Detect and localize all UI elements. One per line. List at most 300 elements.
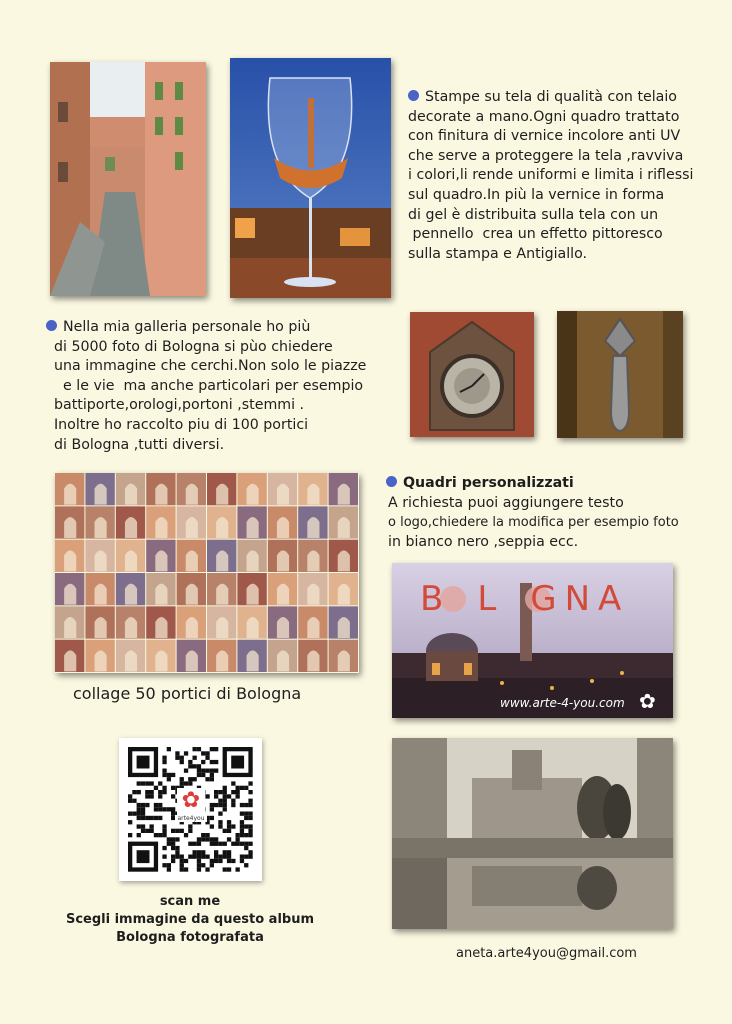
qr-module xyxy=(137,803,141,807)
qr-module xyxy=(236,833,240,837)
qr-module xyxy=(248,812,252,816)
qr-module xyxy=(141,803,145,807)
qr-module xyxy=(210,837,214,841)
qr-module xyxy=(162,790,166,794)
collage-tile xyxy=(237,506,266,538)
qr-module xyxy=(171,859,175,863)
qr-module xyxy=(210,816,214,820)
qr-module xyxy=(227,794,231,798)
qr-module xyxy=(171,794,175,798)
qr-module xyxy=(223,807,227,811)
qr-module xyxy=(167,837,171,841)
qr-module xyxy=(205,756,209,760)
collage-tile xyxy=(146,606,175,638)
canvas-line: sulla stampa e Antigiallo. xyxy=(408,245,588,262)
qr-module xyxy=(180,760,184,764)
qr-module xyxy=(137,824,141,828)
qr-module xyxy=(223,799,227,803)
qr-module xyxy=(188,855,192,859)
qr-module xyxy=(214,747,218,751)
collage-caption: collage 50 portici di Bologna xyxy=(73,684,302,703)
qr-module xyxy=(214,769,218,773)
qr-module xyxy=(184,781,188,785)
bullet-icon xyxy=(408,90,419,101)
qr-module xyxy=(175,756,179,760)
qr-module xyxy=(197,837,201,841)
collage-tile xyxy=(298,573,327,605)
qr-finder xyxy=(231,756,244,769)
collage-tile xyxy=(146,540,175,572)
photo-door-knocker xyxy=(557,311,683,438)
bullet-icon xyxy=(386,476,397,487)
qr-module xyxy=(214,790,218,794)
collage-tile xyxy=(55,606,84,638)
collage-tile xyxy=(237,640,266,672)
custom-line: A richiesta puoi aggiungere testo xyxy=(388,494,624,511)
qr-module xyxy=(248,790,252,794)
qr-module xyxy=(137,807,141,811)
qr-module xyxy=(244,824,248,828)
qr-module xyxy=(158,790,162,794)
qr-module xyxy=(128,794,132,798)
qr-module xyxy=(167,842,171,846)
qr-module xyxy=(244,846,248,850)
qr-module xyxy=(214,850,218,854)
qr-module xyxy=(231,842,235,846)
qr-module xyxy=(248,781,252,785)
collage-tile xyxy=(329,506,358,538)
qr-module xyxy=(210,773,214,777)
qr-module xyxy=(248,829,252,833)
qr-module xyxy=(197,747,201,751)
qr-module xyxy=(248,855,252,859)
qr-module xyxy=(180,863,184,867)
qr-module xyxy=(184,867,188,871)
qr-module xyxy=(128,812,132,816)
qr-module xyxy=(193,855,197,859)
collage-tile xyxy=(55,506,84,538)
qr-caption xyxy=(40,893,340,947)
qr-module xyxy=(231,790,235,794)
canvas-line: i colori,li rende uniformi e limita i riflessi xyxy=(408,167,694,184)
qr-module xyxy=(193,777,197,781)
qr-module xyxy=(231,824,235,828)
qr-module xyxy=(162,855,166,859)
qr-module xyxy=(197,855,201,859)
qr-module xyxy=(158,794,162,798)
qr-module xyxy=(236,794,240,798)
collage-tile xyxy=(146,506,175,538)
scan-label: scan me xyxy=(159,894,221,909)
qr-module xyxy=(197,867,201,871)
qr-module xyxy=(214,842,218,846)
qr-module xyxy=(218,824,222,828)
qr-module xyxy=(150,790,154,794)
qr-module xyxy=(171,842,175,846)
qr-module xyxy=(171,829,175,833)
collage-tile xyxy=(268,506,297,538)
qr-module xyxy=(218,790,222,794)
collage-tile xyxy=(177,473,206,505)
qr-module xyxy=(223,794,227,798)
qr-module xyxy=(137,781,141,785)
qr-module xyxy=(227,855,231,859)
qr-module xyxy=(167,807,171,811)
qr-module xyxy=(180,829,184,833)
qr-module xyxy=(162,824,166,828)
qr-module xyxy=(150,781,154,785)
qr-module xyxy=(197,773,201,777)
qr-module xyxy=(201,833,205,837)
collage-tile xyxy=(268,640,297,672)
qr-module xyxy=(145,803,149,807)
qr-module xyxy=(175,837,179,841)
qr-module xyxy=(240,859,244,863)
custom-title: Quadri personalizzati xyxy=(403,475,574,491)
qr-module xyxy=(201,773,205,777)
qr-module xyxy=(171,837,175,841)
qr-module xyxy=(175,850,179,854)
banner-title xyxy=(420,579,629,619)
gallery-line: Inoltre ho raccolto piu di 100 portici xyxy=(54,416,309,433)
qr-module xyxy=(162,846,166,850)
qr-module xyxy=(218,803,222,807)
qr-module xyxy=(145,829,149,833)
collage-tile xyxy=(298,506,327,538)
qr-module xyxy=(137,816,141,820)
collage-tile xyxy=(85,473,114,505)
collage-tile xyxy=(85,540,114,572)
qr-module xyxy=(137,812,141,816)
collage-tile xyxy=(177,506,206,538)
qr-module xyxy=(158,807,162,811)
collage-tile xyxy=(329,540,358,572)
collage-tile xyxy=(329,606,358,638)
qr-module xyxy=(158,833,162,837)
collage-tile xyxy=(146,640,175,672)
qr-module xyxy=(231,781,235,785)
qr-module xyxy=(158,781,162,785)
bullet-icon xyxy=(46,320,57,331)
qr-module xyxy=(205,777,209,781)
collage-tile xyxy=(207,473,236,505)
collage-tile xyxy=(268,606,297,638)
qr-module xyxy=(162,786,166,790)
photo-canal-street xyxy=(50,62,206,296)
qr-module xyxy=(154,803,158,807)
qr-module xyxy=(150,794,154,798)
canvas-line: pennello crea un effetto pittoresco xyxy=(408,226,663,243)
qr-module xyxy=(244,786,248,790)
qr-module xyxy=(201,751,205,755)
qr-module xyxy=(188,829,192,833)
qr-module xyxy=(193,850,197,854)
qr-module xyxy=(193,764,197,768)
qr-module xyxy=(248,850,252,854)
contact-email[interactable]: aneta.arte4you@gmail.com xyxy=(456,946,637,961)
qr-module xyxy=(167,863,171,867)
qr-module xyxy=(128,820,132,824)
qr-module xyxy=(162,807,166,811)
photo-wine-glass xyxy=(230,58,391,298)
qr-module xyxy=(180,781,184,785)
qr-module xyxy=(162,829,166,833)
qr-module xyxy=(197,769,201,773)
collage-tile xyxy=(298,640,327,672)
collage-tile xyxy=(146,573,175,605)
collage-tile xyxy=(298,473,327,505)
qr-module xyxy=(210,760,214,764)
section-gallery xyxy=(46,318,396,455)
qr-module xyxy=(236,837,240,841)
custom-line: in bianco nero ,seppia ecc. xyxy=(388,533,579,550)
qr-module xyxy=(227,820,231,824)
qr-module xyxy=(248,803,252,807)
qr-module xyxy=(188,764,192,768)
qr-module xyxy=(227,867,231,871)
qr-module xyxy=(180,859,184,863)
qr-module xyxy=(223,842,227,846)
qr-module xyxy=(171,786,175,790)
qr-module xyxy=(244,812,248,816)
qr-module xyxy=(227,829,231,833)
collage-tile xyxy=(207,540,236,572)
qr-module xyxy=(205,867,209,871)
collage-tile xyxy=(237,606,266,638)
qr-module xyxy=(236,842,240,846)
qr-module xyxy=(167,777,171,781)
qr-module xyxy=(188,842,192,846)
qr-module xyxy=(137,790,141,794)
qr-module xyxy=(231,859,235,863)
qr-finder xyxy=(137,756,150,769)
qr-module xyxy=(214,794,218,798)
banner-letter-l: L xyxy=(477,579,505,619)
canvas-line: Stampe su tela di qualità con telaio xyxy=(425,89,677,105)
qr-module xyxy=(218,820,222,824)
qr-module xyxy=(167,747,171,751)
qr-module xyxy=(201,863,205,867)
qr-module xyxy=(244,863,248,867)
gallery-line: e le vie ma anche particolari per esempio xyxy=(54,377,364,394)
section-canvas-prints xyxy=(408,88,708,264)
collage-tile xyxy=(298,540,327,572)
qr-module xyxy=(210,859,214,863)
qr-module xyxy=(197,863,201,867)
qr-module xyxy=(210,824,214,828)
qr-module xyxy=(175,846,179,850)
qr-module xyxy=(218,859,222,863)
canvas-line: decorate a mano.Ogni quadro trattato xyxy=(408,108,680,125)
qr-module xyxy=(240,833,244,837)
qr-code[interactable] xyxy=(119,738,262,881)
qr-module xyxy=(197,842,201,846)
qr-module xyxy=(223,829,227,833)
qr-module xyxy=(154,833,158,837)
qr-module xyxy=(236,867,240,871)
gallery-line: una immagine che cerchi.Non solo le piazze xyxy=(54,358,367,375)
qr-module xyxy=(128,833,132,837)
canvas-line: che serve a proteggere la tela ,ravviva xyxy=(408,147,684,164)
qr-module xyxy=(141,781,145,785)
qr-module xyxy=(171,855,175,859)
qr-module xyxy=(248,833,252,837)
qr-module xyxy=(214,837,218,841)
qr-module xyxy=(193,747,197,751)
qr-module xyxy=(180,855,184,859)
qr-module xyxy=(193,756,197,760)
qr-module xyxy=(223,803,227,807)
qr-module xyxy=(162,773,166,777)
qr-module xyxy=(205,769,209,773)
qr-module xyxy=(171,846,175,850)
qr-module xyxy=(180,777,184,781)
qr-module xyxy=(162,756,166,760)
qr-module xyxy=(205,855,209,859)
qr-module xyxy=(197,850,201,854)
collage-tile xyxy=(237,573,266,605)
qr-module xyxy=(210,863,214,867)
collage-tile xyxy=(237,540,266,572)
qr-module xyxy=(210,747,214,751)
qr-module xyxy=(141,807,145,811)
collage-tile xyxy=(146,473,175,505)
qr-module xyxy=(150,824,154,828)
collage-tile xyxy=(207,506,236,538)
qr-module xyxy=(240,820,244,824)
qr-module xyxy=(167,867,171,871)
collage-tile xyxy=(177,606,206,638)
qr-module xyxy=(218,842,222,846)
qr-module xyxy=(141,824,145,828)
qr-module xyxy=(201,760,205,764)
qr-module xyxy=(137,833,141,837)
gallery-line: di 5000 foto di Bologna si pùo chiedere xyxy=(54,338,333,355)
qr-module xyxy=(240,786,244,790)
qr-module xyxy=(248,816,252,820)
qr-module xyxy=(214,855,218,859)
qr-module xyxy=(197,764,201,768)
collage-tile xyxy=(116,473,145,505)
qr-module xyxy=(227,824,231,828)
qr-module xyxy=(162,863,166,867)
qr-module xyxy=(145,790,149,794)
qr-module xyxy=(197,859,201,863)
gallery-line: di Bologna ,tutti diversi. xyxy=(54,436,225,453)
qr-module xyxy=(223,786,227,790)
collage-tile xyxy=(85,606,114,638)
qr-module xyxy=(188,760,192,764)
photo-bologna-banner xyxy=(392,563,673,718)
qr-module xyxy=(158,803,162,807)
collage-tile xyxy=(116,573,145,605)
qr-module xyxy=(175,751,179,755)
qr-module xyxy=(223,790,227,794)
qr-module xyxy=(210,777,214,781)
qr-module xyxy=(145,816,149,820)
qr-module xyxy=(236,790,240,794)
qr-module xyxy=(132,799,136,803)
qr-module xyxy=(210,807,214,811)
collage-tile xyxy=(329,473,358,505)
photo-porticos-collage xyxy=(55,473,359,673)
qr-module xyxy=(150,816,154,820)
collage-tile xyxy=(237,473,266,505)
qr-module xyxy=(214,760,218,764)
qr-module xyxy=(210,803,214,807)
qr-module xyxy=(223,867,227,871)
qr-module xyxy=(205,837,209,841)
qr-module xyxy=(141,816,145,820)
qr-module xyxy=(240,842,244,846)
qr-module xyxy=(154,786,158,790)
qr-module xyxy=(141,812,145,816)
qr-module xyxy=(205,794,209,798)
collage-tile xyxy=(207,606,236,638)
qr-module xyxy=(175,855,179,859)
qr-module xyxy=(244,842,248,846)
album-label: Scegli immagine da questo album xyxy=(65,912,315,927)
qr-module xyxy=(201,769,205,773)
qr-module xyxy=(218,855,222,859)
qr-module xyxy=(244,855,248,859)
qr-module xyxy=(132,790,136,794)
qr-module xyxy=(240,812,244,816)
qr-module xyxy=(240,824,244,828)
qr-module xyxy=(227,859,231,863)
flower-logo-icon: ✿ xyxy=(639,689,656,713)
qr-module xyxy=(184,833,188,837)
qr-flower-logo-icon: ✿ xyxy=(177,788,205,816)
canvas-line: con finitura di vernice incolore anti UV xyxy=(408,128,681,145)
qr-module xyxy=(162,760,166,764)
collage-tile xyxy=(116,506,145,538)
qr-module xyxy=(214,803,218,807)
qr-module xyxy=(240,855,244,859)
qr-module xyxy=(201,855,205,859)
qr-module xyxy=(223,855,227,859)
qr-module xyxy=(201,837,205,841)
banner-letters-gna: GNA xyxy=(530,579,630,619)
collage-tile xyxy=(116,606,145,638)
canvas-line: di gel è distribuita sulla tela con un xyxy=(408,206,659,223)
qr-module xyxy=(184,769,188,773)
qr-module xyxy=(145,781,149,785)
qr-module xyxy=(158,816,162,820)
collage-tile xyxy=(177,640,206,672)
qr-module xyxy=(248,842,252,846)
album-title: Bologna fotografata xyxy=(116,930,264,945)
qr-module xyxy=(244,833,248,837)
qr-module xyxy=(227,850,231,854)
collage-tile xyxy=(207,573,236,605)
banner-letter-b: B xyxy=(420,579,452,619)
canvas-line: sul quadro.In più la vernice in forma xyxy=(408,186,665,203)
gallery-line: Nella mia galleria personale ho più xyxy=(63,319,311,335)
qr-module xyxy=(248,824,252,828)
collage-tile xyxy=(268,473,297,505)
qr-module xyxy=(175,829,179,833)
collage-tile xyxy=(85,506,114,538)
photo-sepia-church xyxy=(392,738,673,929)
qr-module xyxy=(205,751,209,755)
qr-module xyxy=(171,773,175,777)
qr-module xyxy=(248,799,252,803)
qr-module xyxy=(227,837,231,841)
qr-module xyxy=(223,850,227,854)
collage-tile xyxy=(85,640,114,672)
collage-tile xyxy=(207,640,236,672)
